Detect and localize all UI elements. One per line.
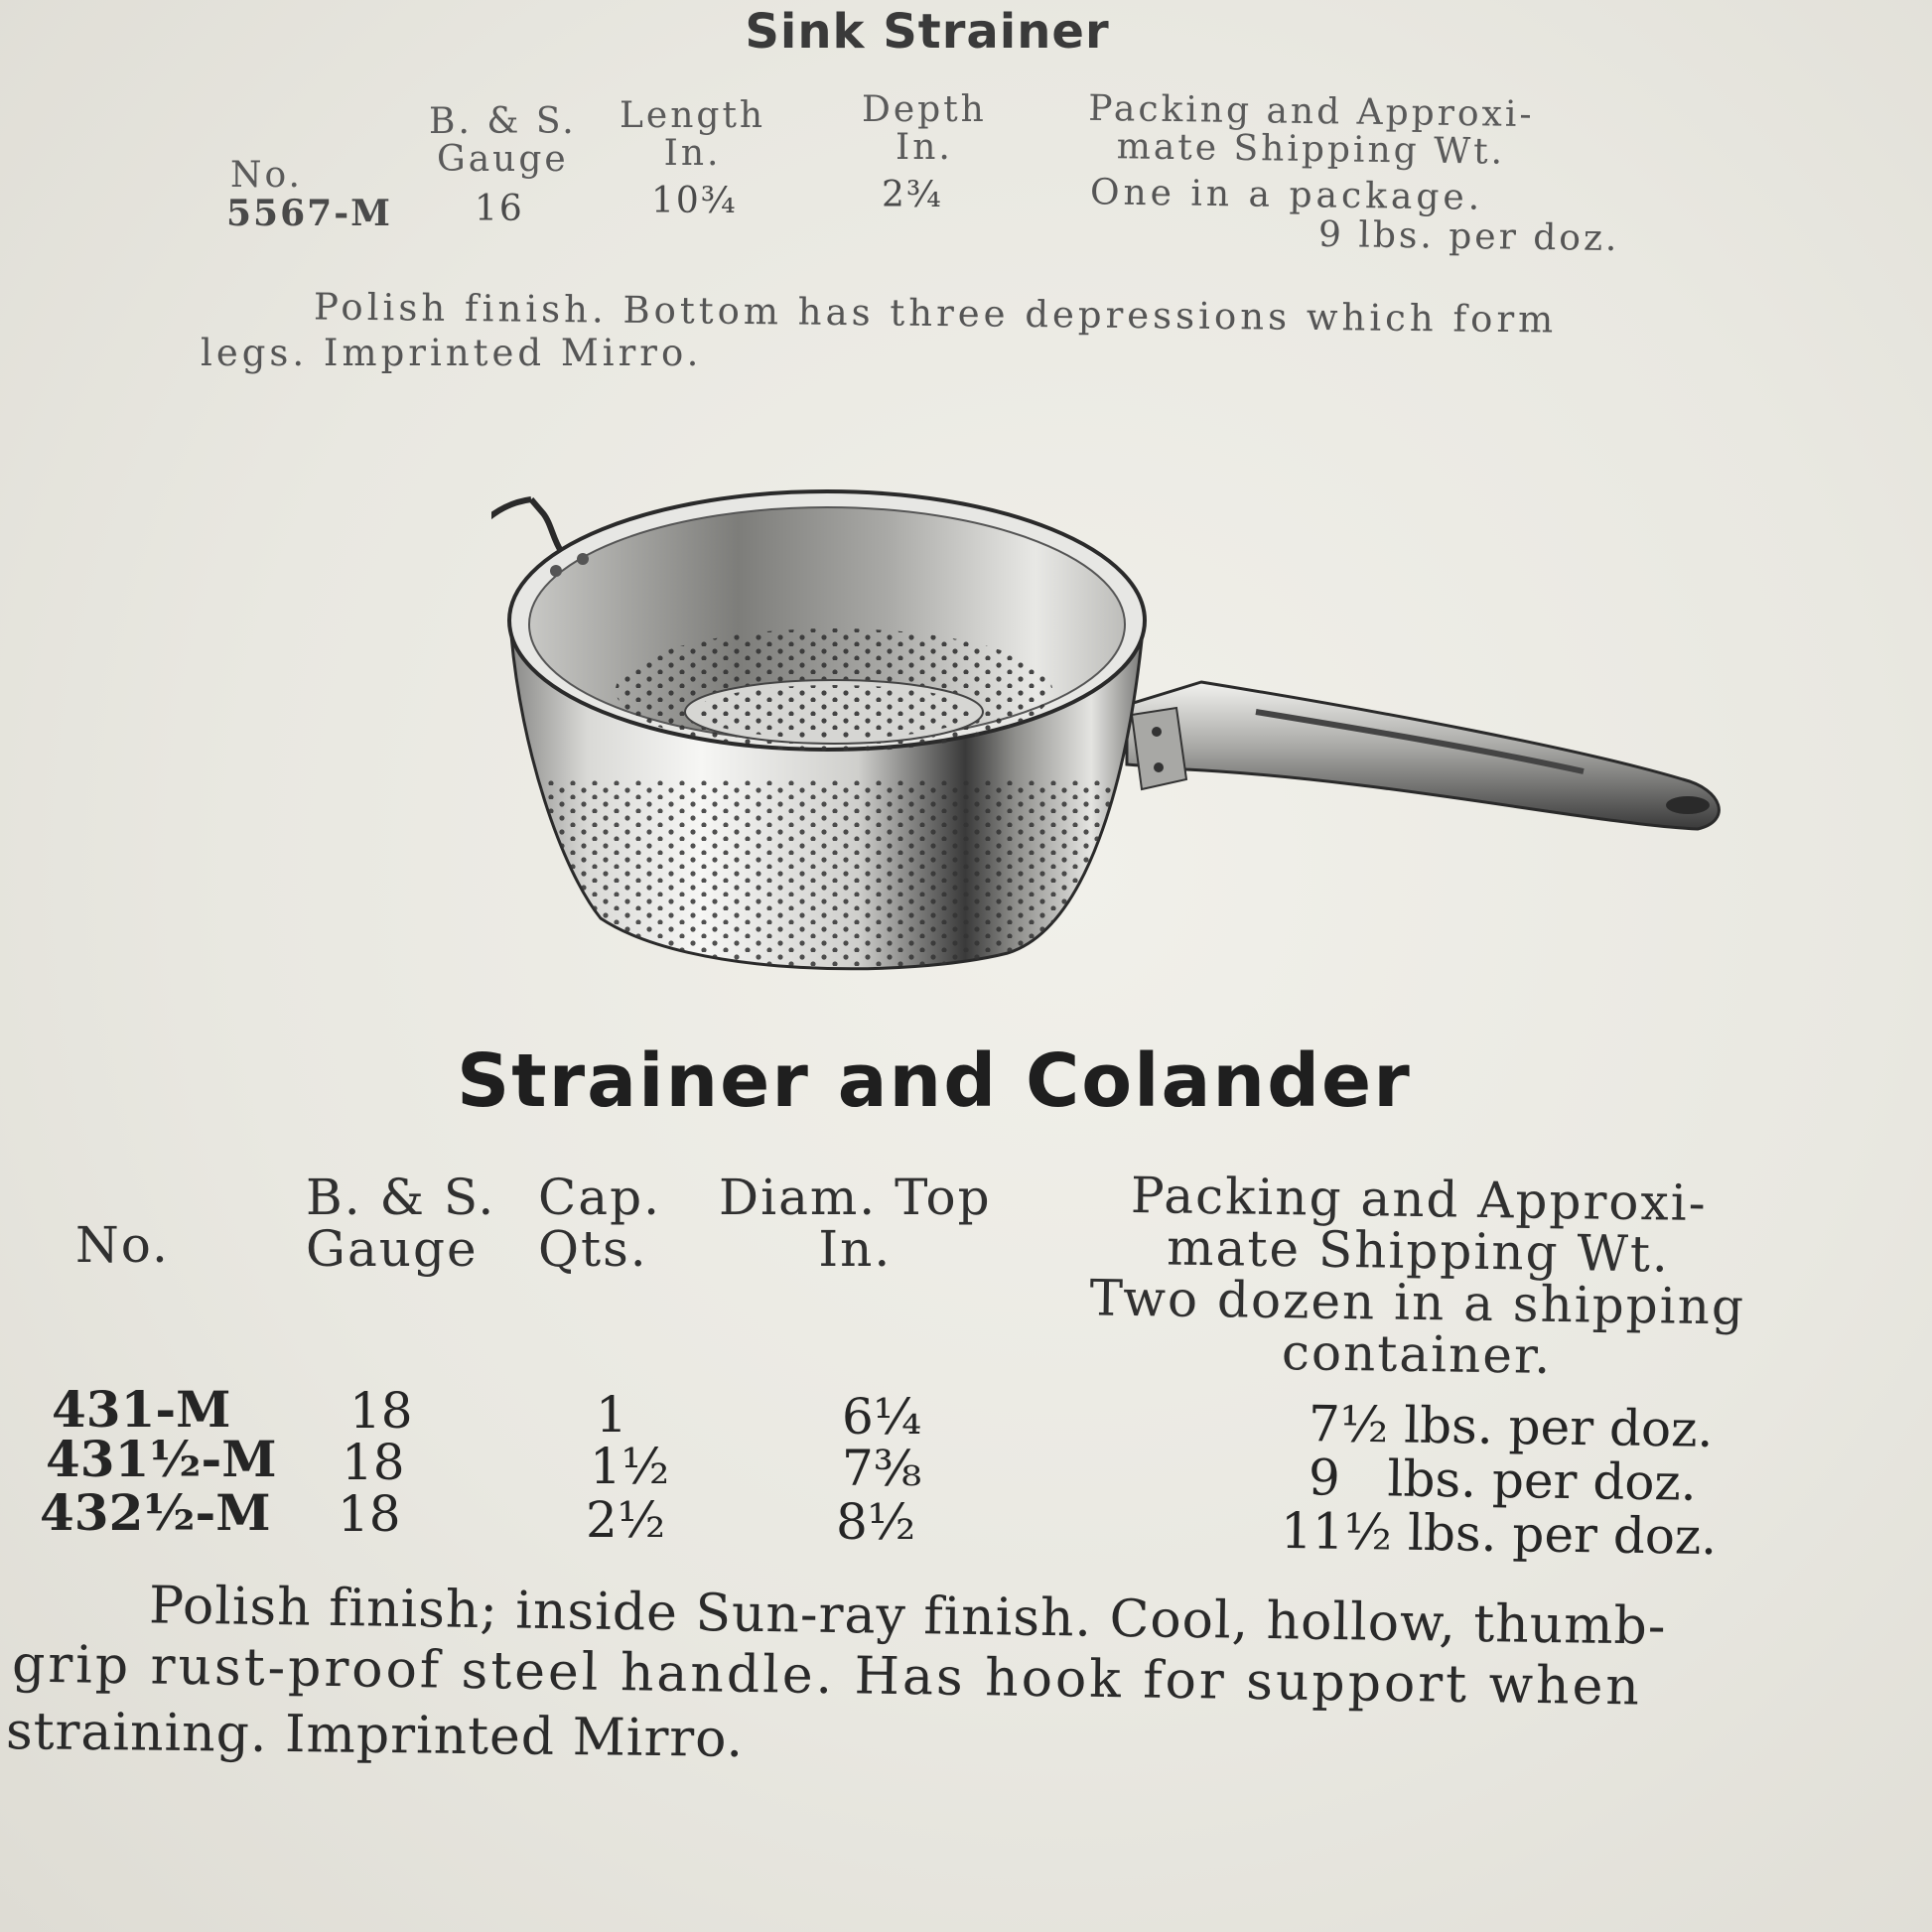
header-capacity-line2: Qts. (538, 1220, 648, 1278)
row-2-diameter: 7⅜ (842, 1440, 922, 1497)
sink-header-length-line1: Length (620, 95, 766, 136)
header-capacity-line1: Cap. (538, 1169, 661, 1226)
header-no (75, 1216, 170, 1274)
sink-row-packing-2: 9 lbs. per doz. (1317, 213, 1620, 260)
sink-header-no (230, 157, 303, 195)
row-1-no: 431-M (52, 1380, 231, 1439)
sink-description-line2: legs. Imprinted Mirro. (201, 332, 703, 374)
sink-row-packing-1: One in a package. (1089, 172, 1484, 218)
header-packing (1089, 1166, 1747, 1385)
row-1-gauge: 18 (349, 1382, 413, 1440)
sink-header-length-line2: In. (663, 133, 722, 174)
sink-header-gauge (429, 103, 577, 179)
description-line3: straining. Imprinted Mirro. (5, 1702, 745, 1769)
row-2-capacity: 1½ (590, 1438, 670, 1495)
header-diameter-line2: In. (818, 1220, 893, 1278)
header-packing-line3: Two dozen in a shipping (1089, 1269, 1746, 1336)
sink-row-length: 10¾ (651, 181, 738, 221)
sink-row-depth: 2¾ (882, 175, 943, 215)
sink-header-gauge-line1: B. & S. (429, 101, 577, 142)
header-diameter (719, 1169, 992, 1278)
row-3-weight: 11½ lbs. per doz. (1280, 1501, 1718, 1567)
sink-header-packing-line2: mate Shipping Wt. (1116, 126, 1506, 173)
header-diameter-line1: Diam. Top (719, 1169, 992, 1226)
strainer-colander-title: Strainer and Colander (457, 1038, 1412, 1124)
sink-header-depth-line1: Depth (862, 89, 987, 130)
row-3-gauge: 18 (338, 1485, 401, 1543)
header-no-label: No. (75, 1216, 170, 1274)
description-line2: grip rust-proof steel handle. Has hook for support when (11, 1634, 1643, 1718)
sink-header-length (620, 97, 765, 173)
row-1-weight: 7½ lbs. per doz. (1308, 1395, 1714, 1458)
strainer-colander-illustration (491, 452, 1931, 1008)
row-1-diameter: 6¼ (842, 1388, 922, 1446)
row-3-diameter: 8½ (836, 1493, 916, 1551)
sink-header-packing (1087, 87, 1535, 173)
sink-strainer-title: Sink Strainer (745, 4, 1110, 60)
sink-row-gauge: 16 (475, 189, 524, 229)
header-gauge-line2: Gauge (306, 1220, 479, 1278)
sink-description-line1: Polish finish. Bottom has three depressions which form (313, 285, 1558, 342)
sink-row-no: 5567-M (226, 193, 392, 234)
row-2-no: 431½-M (46, 1430, 277, 1488)
row-2-gauge: 18 (342, 1434, 405, 1491)
header-gauge (306, 1169, 496, 1278)
row-2-weight: 9 lbs. per doz. (1308, 1449, 1698, 1512)
sink-header-depth (862, 91, 987, 167)
header-capacity (538, 1169, 661, 1278)
header-packing-line1: Packing and Approxi- (1130, 1166, 1709, 1233)
header-packing-line2: mate Shipping Wt. (1166, 1218, 1671, 1284)
sink-header-no-label: No. (230, 155, 303, 196)
sink-header-gauge-line2: Gauge (436, 139, 569, 180)
sink-header-packing-line1: Packing and Approxi- (1088, 87, 1535, 136)
row-1-capacity: 1 (596, 1386, 627, 1444)
header-gauge-line1: B. & S. (306, 1169, 496, 1226)
header-packing-line4: container. (1281, 1323, 1553, 1385)
row-3-capacity: 2½ (586, 1491, 666, 1549)
sink-header-depth-line2: In. (896, 127, 953, 168)
row-3-no: 432½-M (40, 1483, 271, 1542)
description-line1: Polish finish; inside Sun-ray finish. Cool, hollow, thumb- (148, 1576, 1667, 1657)
